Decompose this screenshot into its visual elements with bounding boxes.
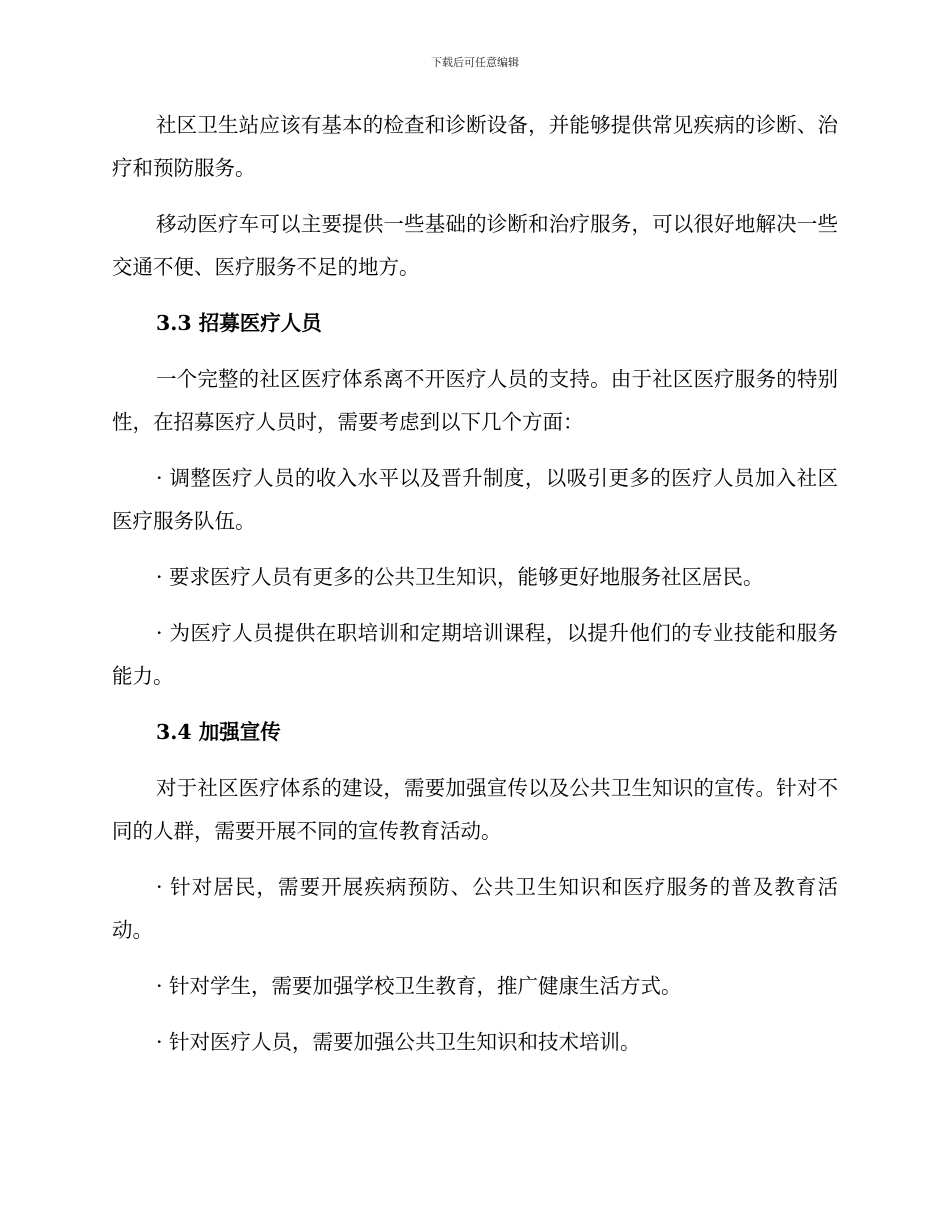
header-note: 下载后可任意编辑	[431, 56, 519, 69]
section-heading-3-4: 3.4 加强宣传	[156, 720, 281, 744]
bullet-training: · 为医疗人员提供在职培训和定期培训课程，以提升他们的专业技能和服务能力。	[112, 621, 838, 688]
bullet-students: · 针对学生，需要加强学校卫生教育，推广健康生活方式。	[156, 974, 682, 998]
bullet-income-promotion: · 调整医疗人员的收入水平以及晋升制度，以吸引更多的医疗人员加入社区医疗服务队伍。	[112, 466, 838, 533]
bullet-residents: · 针对居民，需要开展疾病预防、公共卫生知识和医疗服务的普及教育活动。	[112, 875, 838, 942]
bullet-medical-staff: · 针对医疗人员，需要加强公共卫生知识和技术培训。	[156, 1030, 641, 1054]
paragraph-mobile-medical-vehicle: 移动医疗车可以主要提供一些基础的诊断和治疗服务，可以很好地解决一些交通不便、医疗服务不足的地方。	[112, 212, 838, 279]
paragraph-publicity-intro: 对于社区医疗体系的建设，需要加强宣传以及公共卫生知识的宣传。针对不同的人群，需要开展不同的宣传教育活动。	[112, 776, 838, 843]
paragraph-community-health-station: 社区卫生站应该有基本的检查和诊断设备，并能够提供常见疾病的诊断、治疗和预防服务。	[112, 113, 838, 180]
paragraph-recruitment-intro: 一个完整的社区医疗体系离不开医疗人员的支持。由于社区医疗服务的特别性，在招募医疗人员时，需要考虑到以下几个方面：	[112, 367, 838, 434]
bullet-public-health-knowledge: · 要求医疗人员有更多的公共卫生知识，能够更好地服务社区居民。	[156, 565, 764, 589]
section-heading-3-3: 3.3 招募医疗人员	[156, 311, 322, 335]
document-body	[112, 104, 838, 1077]
